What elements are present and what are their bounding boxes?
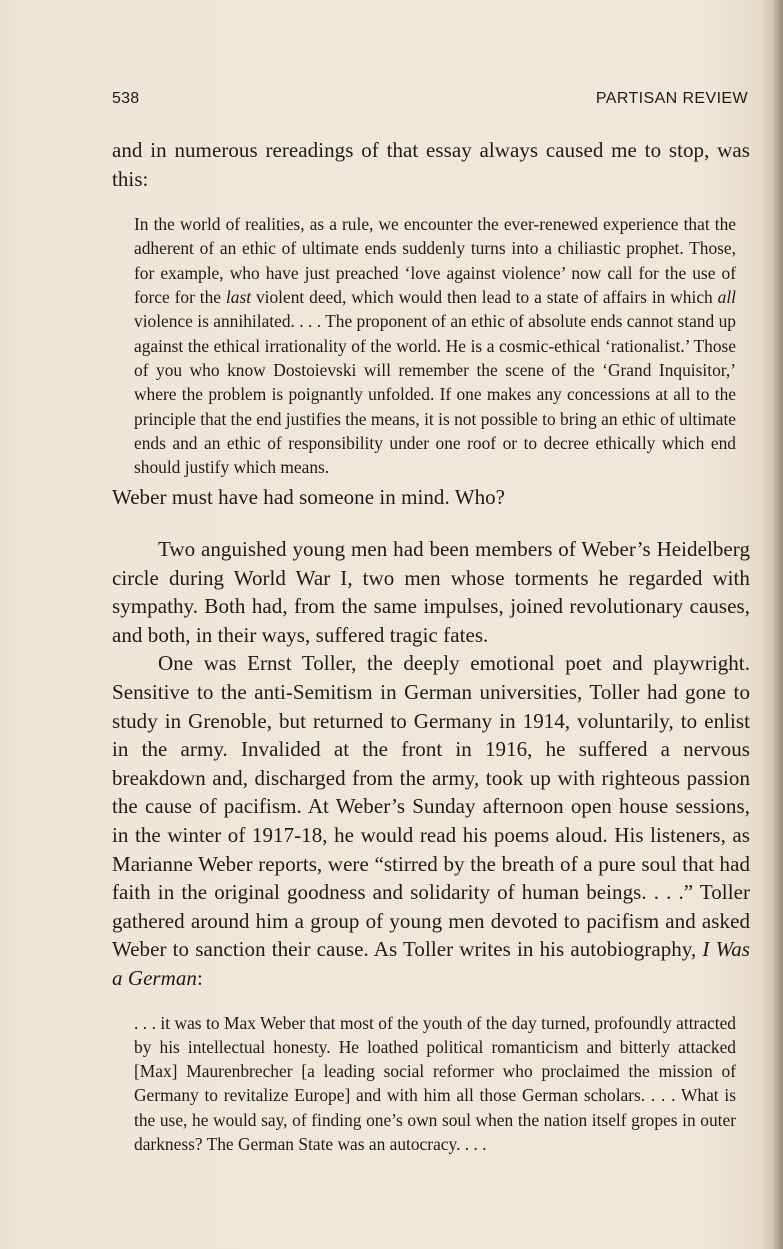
page-body bbox=[112, 136, 750, 1156]
text-run: In the world of realities, as a rule, we encounter the ever-renewed experience that the adherent of an ethic of ultimate ends suddenly turns into a chiliastic prophet. Those, for example, who have just preached ‘love against violence’ now call for the use of force for the bbox=[134, 214, 736, 308]
text-run: violence is annihilated. . . . The proponent of an ethic of absolute ends cannot stand up against the ethical irrationality of the world. He is a cosmic-ethical ‘rationalist.’ Those of you who know Dostoievski will remember the scene of the ‘Grand Inquisitor,’ where the problem is poignantly unfolded. If one makes any concessions at all to the principle that the end justifies the means, it is not possible to bring an ethic of ultimate ends and an ethic of responsibility under one roof or to decree ethically which end should justify which means. bbox=[134, 311, 736, 478]
text-run: . . . it was to Max Weber that most of the youth of the day turned, profoundly attracted by his intellectual honesty. He loathed political romanticism and bitterly attacked [Max] Maurenbrecher [a leading social reformer who proclaimed the mission of Germany to revitalize Europe] and with him all those German scholars. . . . What is the use, he would say, of finding one’s own soul when the nation itself gropes in outer darkness? The German State was an autocracy. . . . bbox=[134, 1012, 736, 1155]
italic-run: all bbox=[717, 287, 736, 308]
running-head: PARTISAN REVIEW bbox=[595, 90, 748, 107]
paragraph-toller bbox=[112, 649, 750, 992]
block-quote-weber bbox=[134, 212, 736, 479]
block-quote-toller bbox=[134, 1011, 736, 1157]
page-edge-shadow bbox=[773, 0, 783, 1249]
page-number: 538 bbox=[112, 90, 140, 107]
page-header bbox=[112, 90, 748, 112]
paragraph-weber-question bbox=[112, 483, 750, 512]
paragraph-two-men bbox=[112, 535, 750, 649]
text-run: One was Ernst Toller, the deeply emotional poet and playwright. Sensitive to the anti-Semitism in German universities, Toller had gone to study in Grenoble, but returned to Germany in 1914, voluntarily, to enlist in the army. Invalided at the front in 1916, he suffered a nervous breakdown and, discharged from the army, took up with righteous passion the cause of pacifism. At Weber’s Sunday afternoon open house sessions, in the winter of 1917-18, he would read his poems aloud. His listeners, as Marianne Weber reports, were “stirred by the breath of a pure soul that had faith in the original goodness and solidarity of human beings. . . .” Toller gathered around him a group of young men devoted to pacifism and asked Weber to sanction their cause. As Toller writes in his autobiography, bbox=[112, 651, 750, 962]
paragraph-intro bbox=[112, 136, 750, 193]
text-run: and in numerous rereadings of that essay always caused me to stop, was this: bbox=[112, 138, 750, 191]
text-run: violent deed, which would then lead to a state of affairs in which bbox=[251, 287, 718, 308]
text-run: Two anguished young men had been members of Weber’s Heidelberg circle during World War I, two men whose torments he regarded with sympathy. Both had, from the same impulses, joined revolutionary causes, and both, in their ways, suffered tragic fates. bbox=[112, 537, 750, 647]
text-run: : bbox=[196, 965, 203, 990]
book-title: I Was a German bbox=[112, 937, 750, 990]
italic-run: last bbox=[225, 287, 252, 308]
text-run: Weber must have had someone in mind. Who? bbox=[112, 485, 506, 510]
